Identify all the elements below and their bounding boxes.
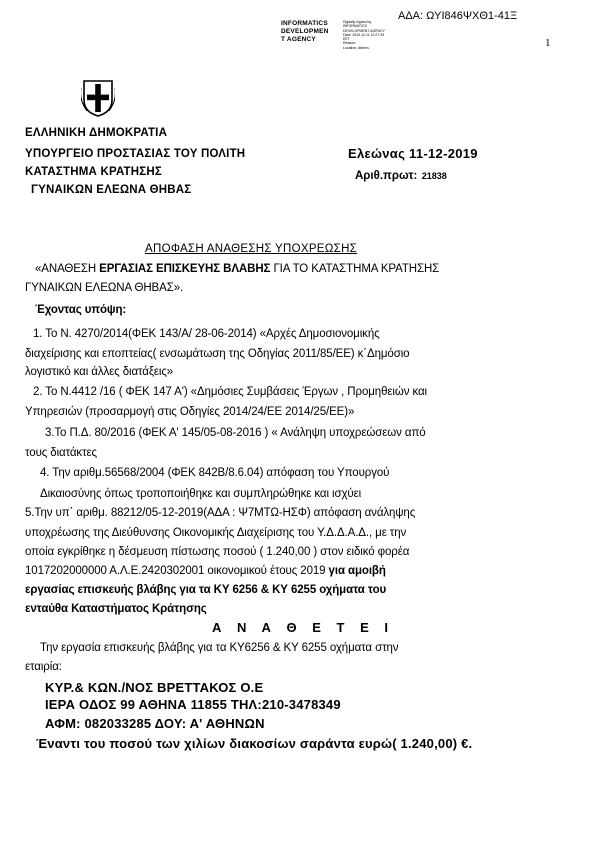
- page-number: 1: [545, 37, 551, 49]
- subject-line-2: ΓΥΝΑΙΚΩΝ ΕΛΕΩΝΑ ΘΗΒΑΣ».: [25, 282, 184, 294]
- greek-coat-of-arms-emblem: [81, 78, 115, 118]
- document-title: ΑΠΟΦΑΣΗ ΑΝΑΘΕΣΗΣ ΥΠΟΧΡΕΩΣΗΣ: [145, 243, 358, 255]
- place-and-date: Ελεώνας 11-12-2019: [348, 146, 478, 161]
- assigns-heading: Α Ν Α Θ Ε Τ Ε Ι: [212, 620, 394, 635]
- company-name: ΚΥΡ.& ΚΩΝ./ΝΟΣ ΒΡΕΤΤΑΚΟΣ Ο.Ε: [45, 680, 264, 695]
- assign-text-line-2: εταιρία:: [25, 661, 62, 673]
- item-2-line-1: 2. Το Ν.4412 /16 ( ΦΕΚ 147 Α') «Δημόσιες Συμβάσεις Έργων , Προμηθειών και: [33, 386, 427, 398]
- amount-line: Έναντι του ποσού των χιλίων διακοσίων σαράντα ευρώ( 1.240,00) €.: [36, 736, 473, 751]
- stamp-details: Digitally signed by INFORMATICS DEVELOPMENT AGENCY Date: 2019.12.11 12:27:39 EET Reason: Location: Athens: [343, 20, 385, 50]
- item-5-line-3: οποία εγκρίθηκε η δέσμευση πίστωσης ποσού ( 1.240,00 ) στον ειδικό φορέα: [25, 546, 410, 558]
- item-1-line-1: 1. Το Ν. 4270/2014(ΦΕΚ 143/Α/ 28-06-2014) «Αρχές Δημοσιονομικής: [33, 328, 380, 340]
- item-1-line-3: λογιστικό και άλλες διατάξεις»: [25, 366, 174, 378]
- company-address: ΙΕΡΑ ΟΔΟΣ 99 ΑΘΗΝΑ 11855 ΤΗΛ:210-3478349: [45, 697, 341, 712]
- item-5-line-4: 1017202000000 Α.Λ.Ε.2420302001 οικονομικού έτους 2019 για αμοιβή: [25, 565, 386, 577]
- stamp-org: INFORMATICS DEVELOPMEN T AGENCY: [281, 20, 329, 43]
- assign-text-line-1: Την εργασία επισκευής βλάβης για τα ΚΥ6256 & ΚΥ 6255 οχήματα στην: [40, 642, 399, 654]
- item-5-line-2: υποχρέωσης της Διεύθυνσης Οικονομικής Διαχείρισης του Υ.Δ.Δ.Α.Δ., με την: [25, 527, 407, 539]
- item-3-line-1: 3.Το Π.Δ. 80/2016 (ΦΕΚ Α' 145/05-08-2016 ) « Ανάληψη υποχρεώσεων από: [45, 427, 426, 439]
- header-ministry: ΥΠΟΥΡΓΕΙΟ ΠΡΟΣΤΑΣΙΑΣ ΤΟΥ ΠΟΛΙΤΗ: [25, 148, 246, 160]
- item-1-line-2: διαχείρισης και εποπτείας( ενσωμάτωση της Οδηγίας 2011/85/ΕΕ) κ΄Δημόσιο: [25, 348, 410, 360]
- digital-signature-stamp: [281, 20, 385, 50]
- item-4-line-2: Δικαιοσύνης όπως τροποποιήθηκε και συμπληρώθηκε και ισχύει: [40, 488, 362, 500]
- company-tax-id: ΑΦΜ: 082033285 ΔΟΥ: Α' ΑΘΗΝΩΝ: [45, 716, 265, 731]
- having-regard-heading: Έχοντας υπόψη:: [35, 304, 127, 316]
- protocol-number: Αριθ.πρωτ: 21838: [355, 170, 447, 182]
- item-3-line-2: τους διατάκτες: [25, 447, 97, 459]
- ada-code: ΑΔΑ: ΩΥΙ846ΨΧΘ1-41Ξ: [398, 10, 518, 22]
- item-5-line-5: εργασίας επισκευής βλάβης για τα ΚΥ 6256 & ΚΥ 6255 οχήματα του: [25, 584, 387, 596]
- item-5-line-1: 5.Την υπ΄ αριθμ. 88212/05-12-2019(ΑΔΑ : Ψ7ΜΤΩ-ΗΣΦ) απόφαση ανάληψης: [25, 507, 416, 519]
- header-republic: ΕΛΛΗΝΙΚΗ ΔΗΜΟΚΡΑΤΙΑ: [25, 127, 168, 139]
- item-2-line-2: Υπηρεσιών (προσαρμογή στις Οδηγίες 2014/24/ΕΕ 2014/25/ΕΕ)»: [25, 406, 355, 418]
- subject-line-1: «ΑΝΑΘΕΣΗ ΕΡΓΑΣΙΑΣ ΕΠΙΣΚΕΥΗΣ ΒΛΑΒΗΣ ΓΙΑ ΤΟ ΚΑΤΑΣΤΗΜΑ ΚΡΑΤΗΣΗΣ: [35, 263, 440, 275]
- header-institution: ΚΑΤΑΣΤΗΜΑ ΚΡΑΤΗΣΗΣ: [25, 166, 162, 178]
- item-5-line-6: ενταύθα Καταστήματος Κράτησης: [25, 603, 207, 615]
- item-4-line-1: 4. Την αριθμ.56568/2004 (ΦΕΚ 842Β/8.6.04) απόφαση του Υπουργού: [40, 467, 390, 479]
- header-institution-name: ΓΥΝΑΙΚΩΝ ΕΛΕΩΝΑ ΘΗΒΑΣ: [31, 184, 192, 196]
